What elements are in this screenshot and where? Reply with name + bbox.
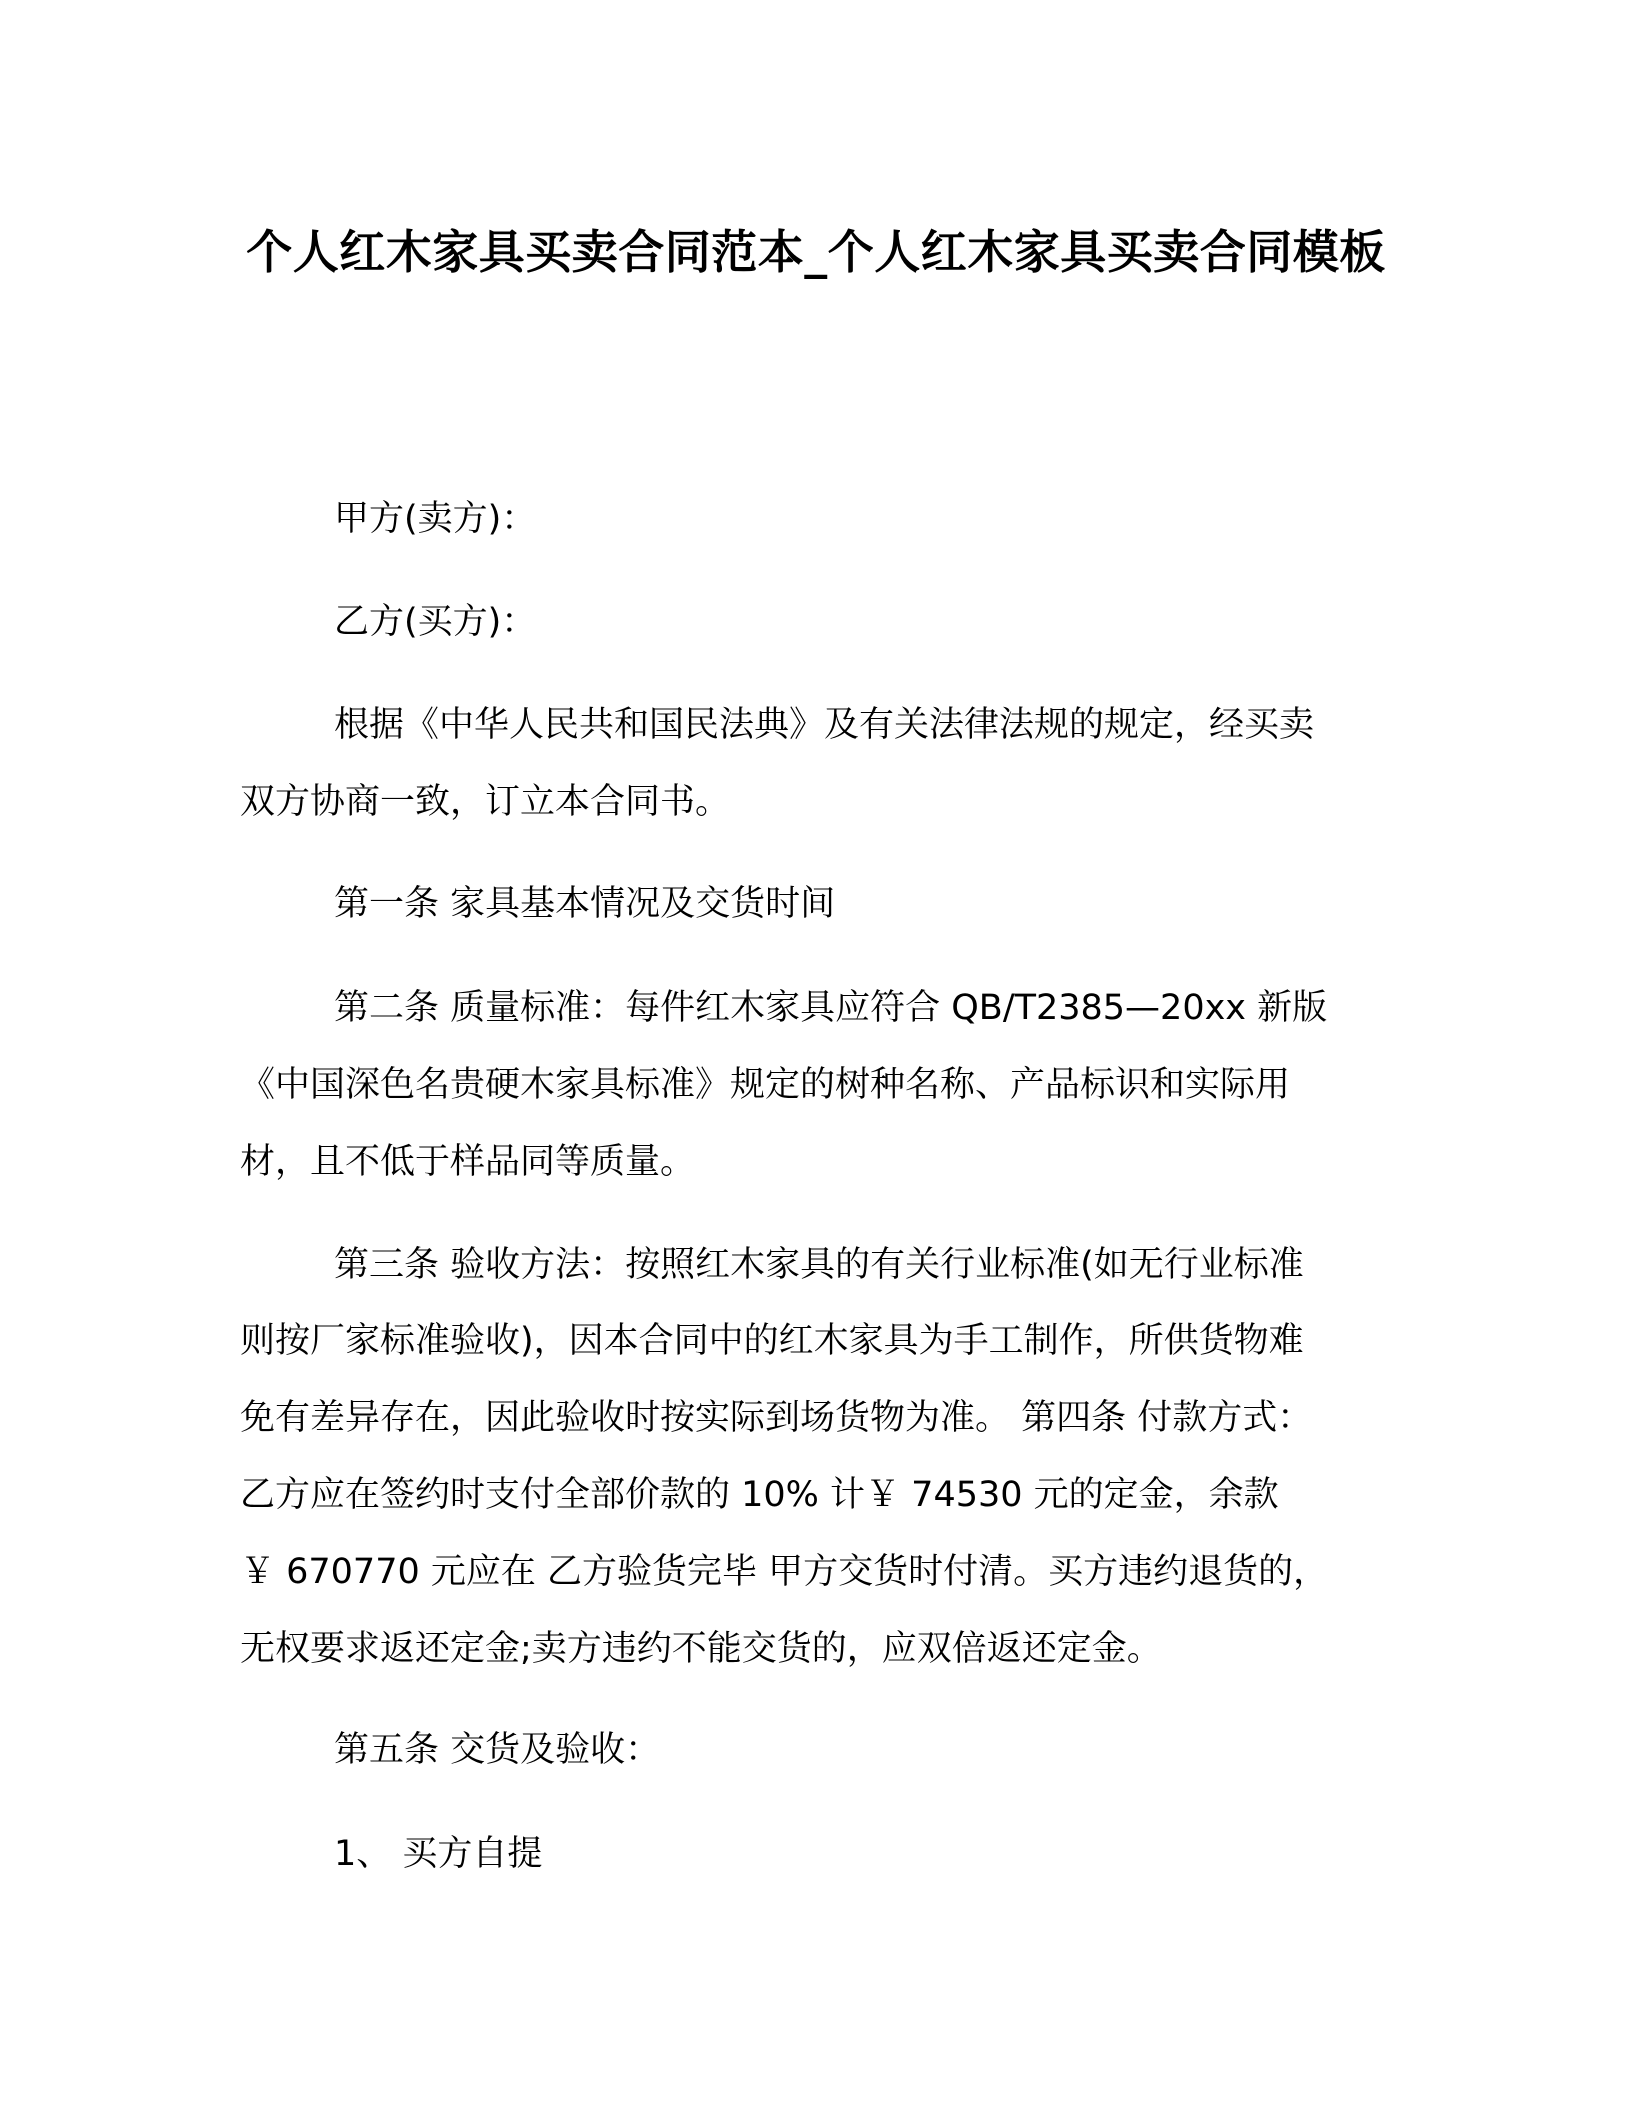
article-2-line-1: 第二条 质量标准：每件红木家具应符合 QB/T2385—20xx 新版 bbox=[334, 988, 1328, 1028]
preamble-line-2: 双方协商一致，订立本合同书。 bbox=[240, 782, 731, 822]
party-b-label: 乙方(买方)： bbox=[334, 602, 537, 642]
party-a-label: 甲方(卖方)： bbox=[334, 499, 537, 539]
preamble-line-1: 根据《中华人民共和国民法典》及有关法律法规的规定，经买卖 bbox=[334, 705, 1315, 745]
article-3-line-2: 则按厂家标准验收)，因本合同中的红木家具为手工制作，所供货物难 bbox=[240, 1321, 1304, 1361]
article-4-line-4: 乙方应在签约时支付全部价款的 10% 计￥ 74530 元的定金，余款 bbox=[240, 1475, 1279, 1515]
article-3-line-1: 第三条 验收方法：按照红木家具的有关行业标准(如无行业标准 bbox=[334, 1245, 1304, 1285]
article-4-line-5: ￥ 670770 元应在 乙方验货完毕 甲方交货时付清。买方违约退货的， bbox=[240, 1552, 1329, 1592]
article-4-line-6: 无权要求返还定金;卖方违约不能交货的，应双倍返还定金。 bbox=[240, 1629, 1162, 1669]
article-2-line-3: 材，且不低于样品同等质量。 bbox=[240, 1142, 696, 1182]
article-1-heading: 第一条 家具基本情况及交货时间 bbox=[334, 884, 836, 924]
article-5-heading: 第五条 交货及验收： bbox=[334, 1730, 661, 1770]
article-3-line-3: 免有差异存在，因此验收时按实际到场货物为准。 第四条 付款方式： bbox=[240, 1398, 1313, 1438]
document-title: 个人红木家具买卖合同范本_个人红木家具买卖合同模板 bbox=[246, 225, 1386, 279]
article-2-line-2: 《中国深色名贵硬木家具标准》规定的树种名称、产品标识和实际用 bbox=[240, 1065, 1291, 1105]
list-item-1: 1、 买方自提 bbox=[334, 1834, 543, 1874]
